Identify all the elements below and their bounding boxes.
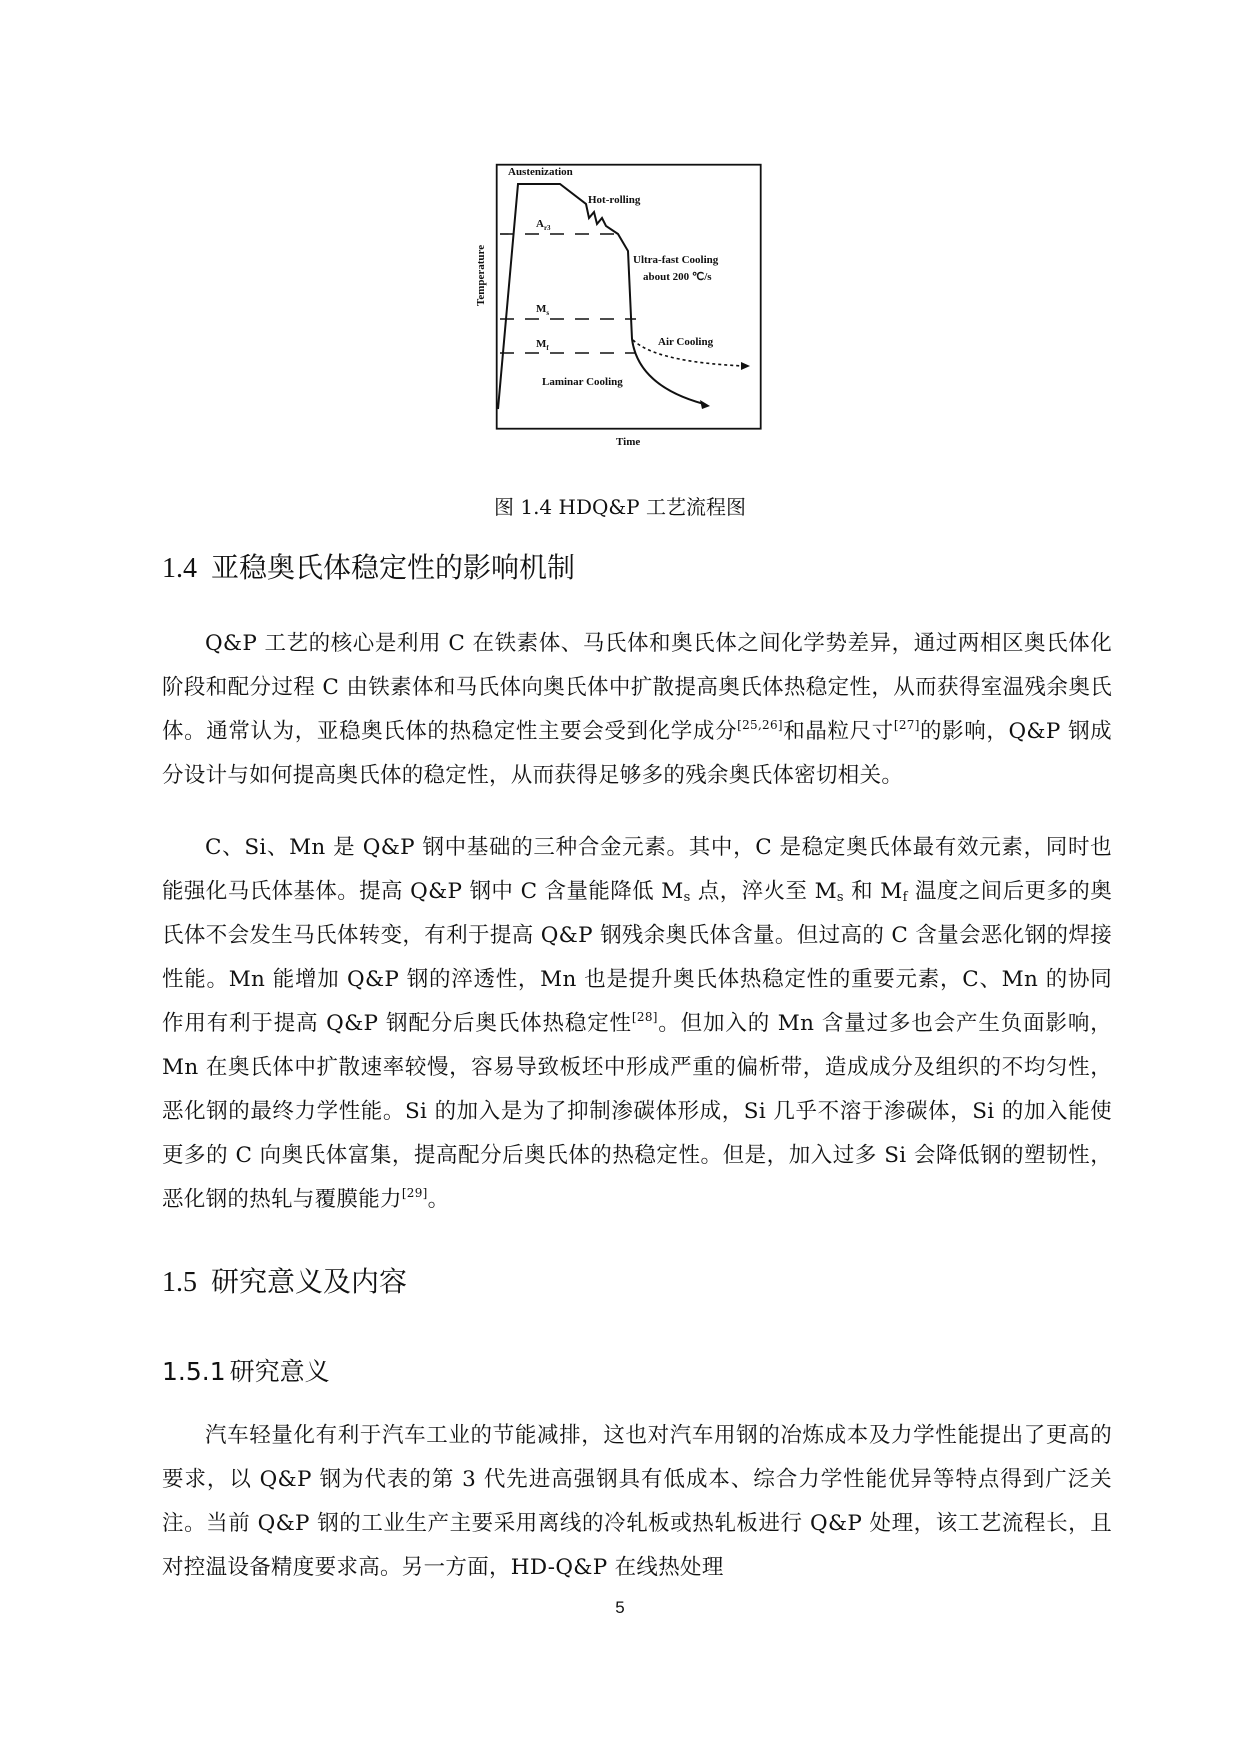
paragraph-1-4-b (162, 826, 1112, 1222)
label-mf: $M_f$ (536, 338, 549, 352)
text-run: 点，淬火至 M (690, 879, 837, 904)
label-laminar-cooling: Laminar Cooling (542, 376, 623, 388)
section-heading-1-5 (162, 1262, 407, 1303)
citation: [29] (401, 1186, 428, 1200)
page-number: 5 (615, 1598, 625, 1617)
label-ultra-fast-cooling-1: Ultra-fast Cooling (633, 254, 719, 266)
citation: [28] (631, 1010, 658, 1024)
x-axis-label: Time (616, 436, 641, 448)
text-run: Q&P 工艺的核心是利用 C 在铁素体、马氏体和奥氏体之间化学势差异，通过两相区奥氏体化阶段和配分过程 C 由铁素体和马氏体向奥氏体中扩散提高奥氏体热稳定性，从而获得室温残余奥氏体。通常认为，亚稳奥氏体的热稳定性主要会受到化学成分 (162, 631, 1112, 744)
hdqp-process-diagram (475, 164, 796, 482)
paragraph-1-4-a (162, 622, 1112, 798)
section-title: 亚稳奥氏体稳定性的影响机制 (211, 551, 576, 584)
text-run: C、Si、Mn 是 Q&P 钢中基础的三种合金元素。其中，C 是稳定奥氏体最有效元素，同时也能强化马氏体基体。提高 Q&P 钢中 C 含量能降低 M (162, 835, 1112, 904)
label-ar3: $A_{r3}$ (536, 218, 551, 232)
laminar-cooling-arrowhead (700, 400, 710, 409)
section-number: 1.5 (162, 1267, 197, 1298)
subscript: s (683, 890, 691, 905)
figure-caption: 图 1.4 HDQ&P 工艺流程图 (493, 495, 746, 519)
air-cooling-arrowhead (741, 362, 750, 370)
section-number: 1.4 (162, 553, 197, 584)
paragraph-1-5-1: 汽车轻量化有利于汽车工业的节能减排，这也对汽车用钢的冶炼成本及力学性能提出了更高的要求，以 Q&P 钢为代表的第 3 代先进高强钢具有低成本、综合力学性能优异等特点得到广泛关注。当前 Q&P 钢的工业生产主要采用离线的冷轧板或热轧板进行 Q&P 处理，该工艺流程长，且对控温设备精度要求高。另一方面，HD-Q&P 在线热处理 (162, 1423, 1112, 1580)
label-austenization: Austenization (508, 166, 573, 178)
section-heading-1-4 (162, 548, 575, 589)
label-hot-rolling: Hot-rolling (588, 194, 641, 206)
text-run: 和晶粒尺寸 (782, 719, 894, 744)
section-title: 研究意义 (229, 1357, 330, 1386)
label-air-cooling: Air Cooling (658, 336, 714, 348)
text-run: 。但加入的 Mn 含量过多也会产生负面影响， Mn 在奥氏体中扩散速率较慢，容易导致板坯中形成严重的偏析带，造成成分及组织的不均匀性，恶化钢的最终力学性能。Si 的加入是为了抑制渗碳体形成，Si 几乎不溶于渗碳体，Si 的加入能使更多的 C 向奥氏体富集，提高配分后奥氏体的热稳定性。但是，加入过多 Si 会降低钢的塑韧性，恶化钢的热轧与覆膜能力 (162, 1011, 1112, 1212)
label-ms: $M_s$ (536, 303, 550, 317)
subscript: s (836, 890, 844, 905)
text-run: 和 M (843, 879, 903, 904)
section-heading-1-5-1 (162, 1354, 330, 1390)
section-title: 研究意义及内容 (211, 1265, 408, 1298)
section-number: 1.5.1 (162, 1357, 226, 1386)
citation: [27] (893, 718, 920, 732)
text-run: 。 (427, 1187, 450, 1212)
citation: [25,26] (737, 718, 783, 732)
subscript: f (902, 890, 908, 905)
text-run: 的影响，Q&P 钢成分设计与如何提高奥氏体的稳定性，从而获得足够多的残余奥氏体密切相关。 (162, 719, 1112, 788)
label-ultra-fast-cooling-2: about 200 ℃/s (643, 271, 712, 283)
text-run: 温度之间后更多的奥氏体不会发生马氏体转变，有利于提高 Q&P 钢残余奥氏体含量。但过高的 C 含量会恶化钢的焊接性能。Mn 能增加 Q&P 钢的淬透性，Mn 也是提升奥氏体热稳定性的重要元素，C、Mn 的协同作用有利于提高 Q&P 钢配分后奥氏体热稳定性 (162, 879, 1112, 1036)
y-axis-label: Temperature (475, 244, 487, 306)
